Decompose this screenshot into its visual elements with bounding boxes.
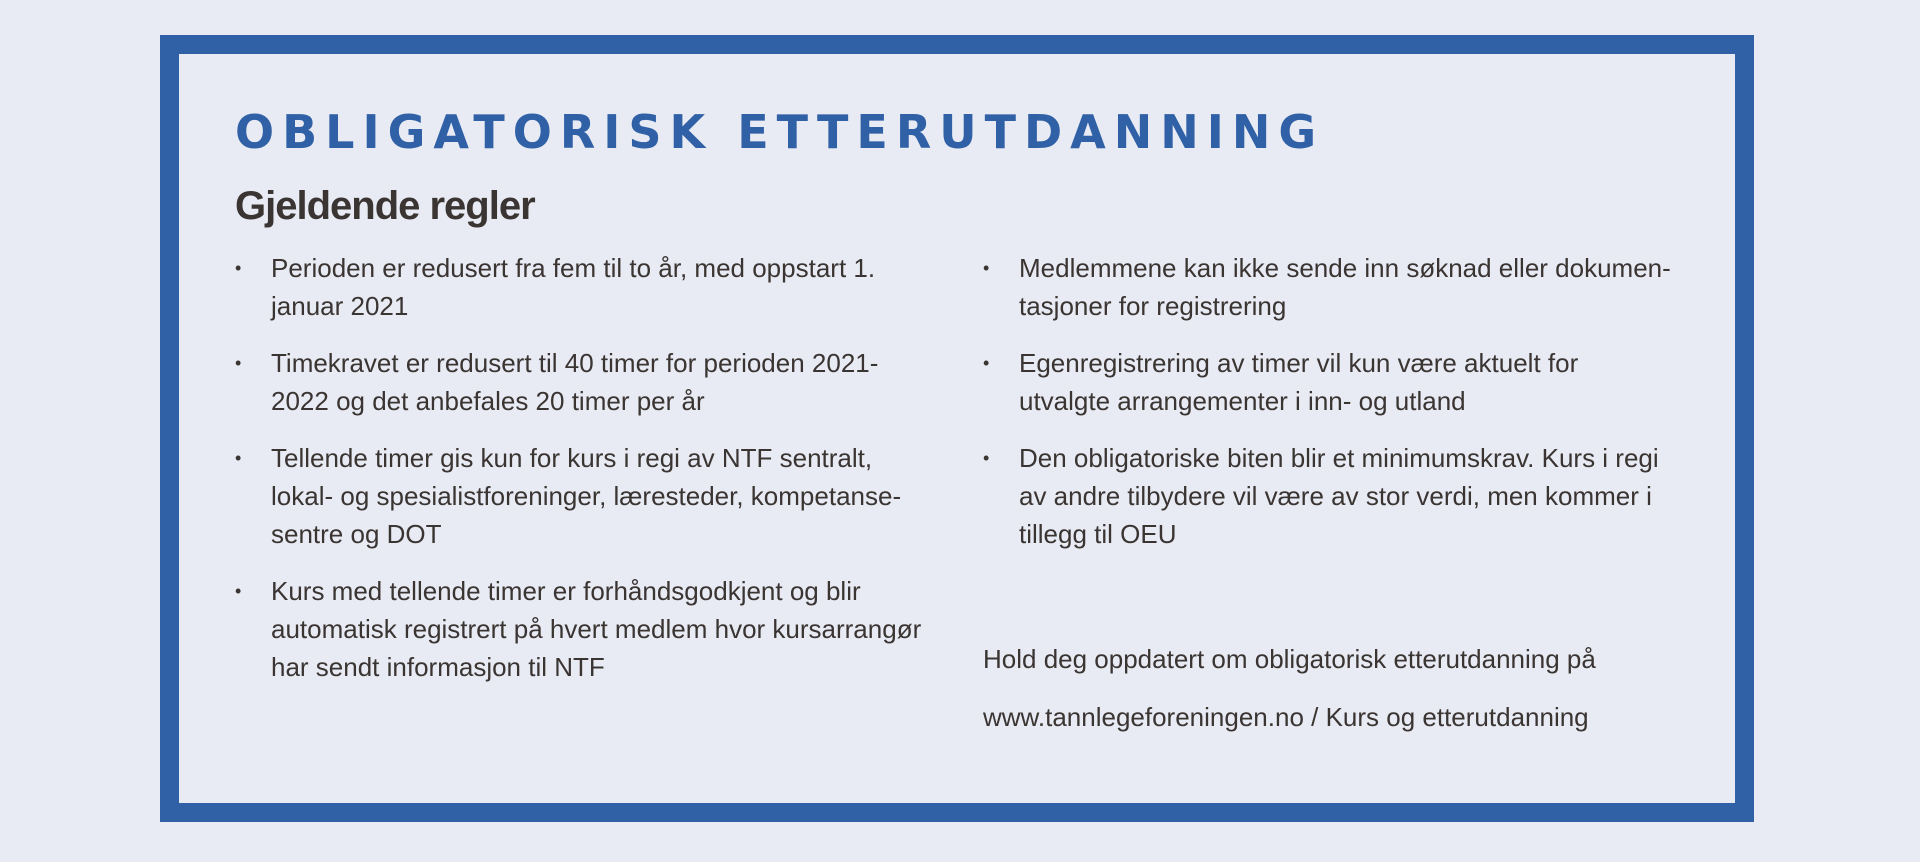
bullet-icon: • [235,581,242,601]
list-item-line: Medlemmene kan ikke sende inn søknad eller dokumen- [1019,253,1671,283]
list-item-line: av andre tilbydere vil være av stor verdi, men kommer i [1019,481,1652,511]
bullet-icon: • [235,448,242,468]
bullet-icon: • [983,448,990,468]
rules-list-left [235,249,935,705]
list-item-line: Perioden er redusert fra fem til to år, med oppstart 1. [271,253,876,283]
list-item-line: Tellende timer gis kun for kurs i regi av NTF sentralt, [271,443,873,473]
list-item [235,439,935,553]
list-item [235,344,935,420]
rules-list-right [983,249,1693,572]
list-item-line: lokal- og spesialistforeninger, læresteder, kompetanse- [271,481,902,511]
list-item-line: Kurs med tellende timer er forhåndsgodkjent og blir [271,576,861,606]
box-title: OBLIGATORISK ETTERUTDANNING [235,105,1325,159]
list-item-line: har sendt informasjon til NTF [271,652,605,682]
list-item [235,249,935,325]
bullet-icon: • [983,353,990,373]
bullet-icon: • [235,353,242,373]
list-item-line: 2022 og det anbefales 20 timer per år [271,386,705,416]
list-item [983,249,1693,325]
list-item [235,572,935,686]
list-item-line: tillegg til OEU [1019,519,1177,549]
bullet-icon: • [983,258,990,278]
footer-line-1: Hold deg oppdatert om obligatorisk etterutdanning på [983,644,1596,674]
list-item [983,439,1693,553]
footer-line-2: www.tannlegeforeningen.no / Kurs og etterutdanning [983,702,1589,732]
list-item-line: Den obligatoriske biten blir et minimumskrav. Kurs i regi [1019,443,1659,473]
footer-note [983,630,1713,746]
list-item-line: Timekravet er redusert til 40 timer for perioden 2021- [271,348,879,378]
info-box [160,35,1754,822]
list-item-line: tasjoner for registrering [1019,291,1287,321]
list-item [983,344,1693,420]
list-item-line: utvalgte arrangementer i inn- og utland [1019,386,1466,416]
list-item-line: Egenregistrering av timer vil kun være aktuelt for [1019,348,1579,378]
bullet-icon: • [235,258,242,278]
list-item-line: sentre og DOT [271,519,442,549]
list-item-line: januar 2021 [271,291,409,321]
box-subtitle: Gjeldende regler [235,184,535,228]
list-item-line: automatisk registrert på hvert medlem hvor kursarrangør [271,614,922,644]
